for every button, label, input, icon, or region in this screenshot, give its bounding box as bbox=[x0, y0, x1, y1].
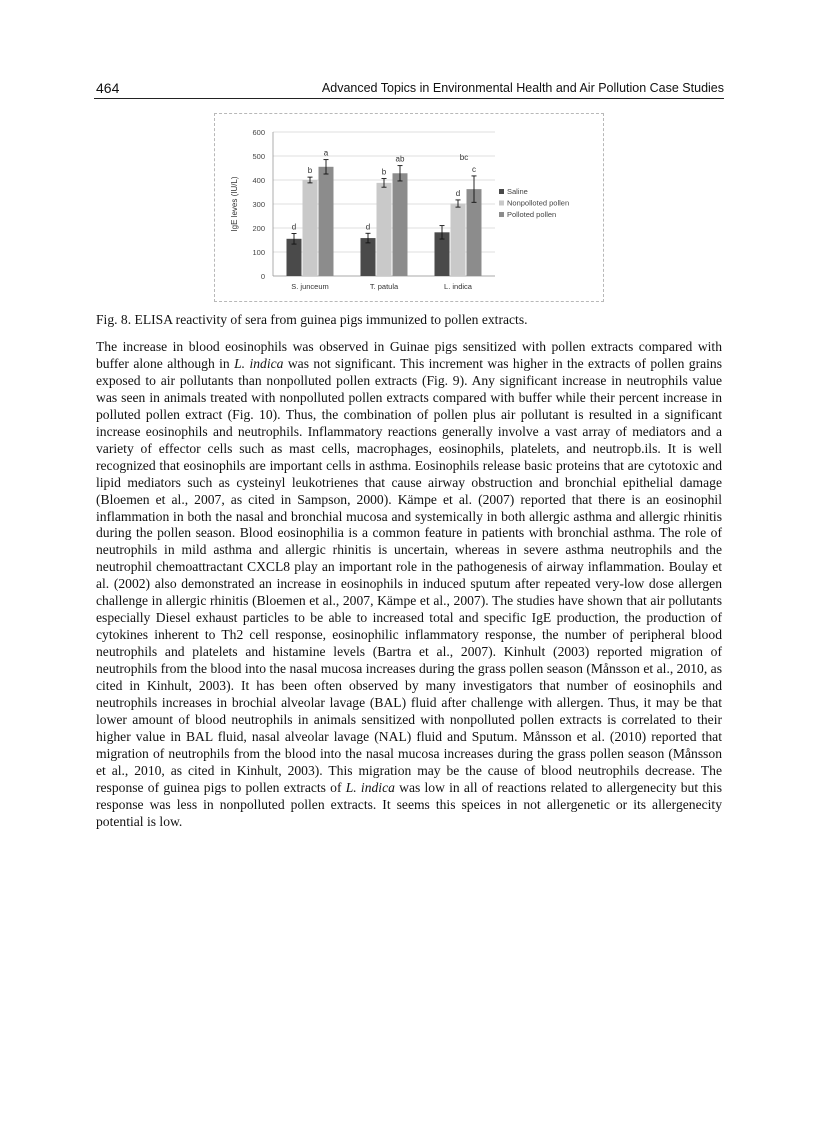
legend-entry: Saline bbox=[507, 187, 528, 196]
figure-8 bbox=[214, 113, 604, 302]
header-rule bbox=[94, 98, 724, 99]
body-text-run: The increase in blood eosinophils was observed in Guinae pigs sensitized with pollen extracts compared with buffer alone although in bbox=[96, 339, 722, 371]
body-text-run: was low in all of reactions related to allergenecity but this response was less in nonpolluted pollen extracts. It seems this speices in not allergenetic or its allergenecity potential is low. bbox=[96, 779, 722, 829]
legend-swatch bbox=[499, 212, 504, 217]
elisa-bar-chart bbox=[215, 114, 605, 303]
significance-label: c bbox=[472, 164, 476, 174]
bar bbox=[319, 167, 334, 276]
y-tick-label: 400 bbox=[252, 176, 265, 185]
x-tick-label: S. junceum bbox=[291, 282, 329, 291]
bar bbox=[377, 183, 392, 276]
bar bbox=[393, 173, 408, 276]
significance-label: ab bbox=[395, 154, 405, 164]
significance-label: b bbox=[381, 167, 387, 177]
y-tick-label: 200 bbox=[252, 224, 265, 233]
y-axis-label: IgE leves (IU/L) bbox=[230, 176, 239, 232]
significance-label: b bbox=[307, 166, 313, 176]
bar bbox=[361, 238, 376, 276]
legend-swatch bbox=[499, 201, 504, 206]
y-tick-label: 500 bbox=[252, 152, 265, 161]
x-tick-label: T. patula bbox=[369, 282, 399, 291]
legend-swatch bbox=[499, 189, 504, 194]
significance-label: bc bbox=[459, 152, 469, 162]
running-header: Advanced Topics in Environmental Health and Air Pollution Case Studies bbox=[321, 81, 724, 95]
figure-caption: Fig. 8. ELISA reactivity of sera from guinea pigs immunized to pollen extracts. bbox=[96, 312, 528, 327]
y-tick-label: 600 bbox=[252, 128, 265, 137]
y-tick-label: 0 bbox=[260, 272, 265, 281]
significance-label: d bbox=[365, 222, 371, 232]
significance-label: d bbox=[455, 188, 461, 198]
y-tick-label: 300 bbox=[252, 200, 265, 209]
bar bbox=[303, 180, 318, 276]
species-name-italic: L. indica bbox=[345, 779, 395, 795]
legend-entry: Nonpolloted pollen bbox=[507, 198, 570, 208]
body-text-run: was not significant. This increment was higher in the extracts of pollen grains exposed to air pollutants than nonpolluted pollen extracts (Fig. 9). Any significant increase in neutrophils value was seen in animals treated with nonpolluted pollen extracts compared with buffer while their percent increase in polluted pollen extract (Fig. 10). Thus, the combination of pollen plus air pollutant is resulted in a significant increase eosinophils and neutrophils. Inflammatory reactions generally involve a vast array of mediators and a variety of effector cells such as mast cells, macrophages, eosinophils, platelets, and neutropb.ils. It is well recognized that eosinophils are important cells in asthma. Eosinophils release basic proteins that are cytotoxic and lipid mediators such as cysteinyl leukotrienes that cause airway obstruction and bronchial epithelial damage (Bloemen et al., 2007, as cited in Sampson, 2000). Kämpe et al. (2007) reported that there is an eosinophil inflammation in both the nasal and bronchial mucosa and systemically in both allergic asthma and allergic rhinitis during the pollen season. Blood eosinophilia is a common feature in patients with bronchial asthma. The role of neutrophils in mild asthma and allergic rhinitis is uncertain, whereas in severe asthma neutrophils and the neutrophil chemoattractant CXCL8 play an important role in the pathogenesis of airway inflammation. Boulay et al. (2002) also demonstrated an increase in eosinophils in induced sputum after repeated very-low dose allergen challenge in allergic rhinitis (Bloemen et al., 2007, Kämpe et al., 2007). The studies have shown that air pollutants especially Diesel exhaust particles to be able to increased total and specific IgE production, the production of cytokines inherent to Th2 cell response, eosinophilic inflammatory response, the number of peripheral blood neutrophils and platelets and histamine levels (Bartra et al., 2007). Kinhult (2003) reported migration of neutrophils from the blood into the nasal mucosa increases during the grass pollen season (Månsson et al., 2010, as cited in Kinhult, 2003). It has been often observed by many investigators that number of eosinophils and neutrophils increases in brochial alveolar lavage (BAL) fluid after challenge with allergen. Thus, it may be that lower amount of blood neutrophils in animals sensitized with nonpolluted pollen extracts is correlated to their higher value in BAL fluid, nasal alveolar lavage (NAL) fluid and Sputum. Månsson et al. (2010) reported that migration of neutrophils from the blood into the nasal mucosa increases during the grass pollen season (Månsson et al., 2010, as cited in Kinhult, 2003). This migration may be the cause of blood neutrophils decrease. The response of guinea pigs to pollen extracts of bbox=[96, 355, 722, 795]
y-tick-label: 100 bbox=[252, 248, 265, 257]
body-text bbox=[96, 339, 722, 831]
x-tick-label: L. indica bbox=[444, 282, 472, 291]
bar bbox=[451, 204, 466, 276]
significance-label: a bbox=[323, 148, 329, 158]
significance-label: d bbox=[291, 222, 297, 232]
page-number: 464 bbox=[96, 80, 120, 96]
body-paragraph bbox=[96, 339, 722, 831]
species-name-italic: L. indica bbox=[234, 355, 284, 371]
legend-entry: Polloted pollen bbox=[507, 210, 557, 219]
